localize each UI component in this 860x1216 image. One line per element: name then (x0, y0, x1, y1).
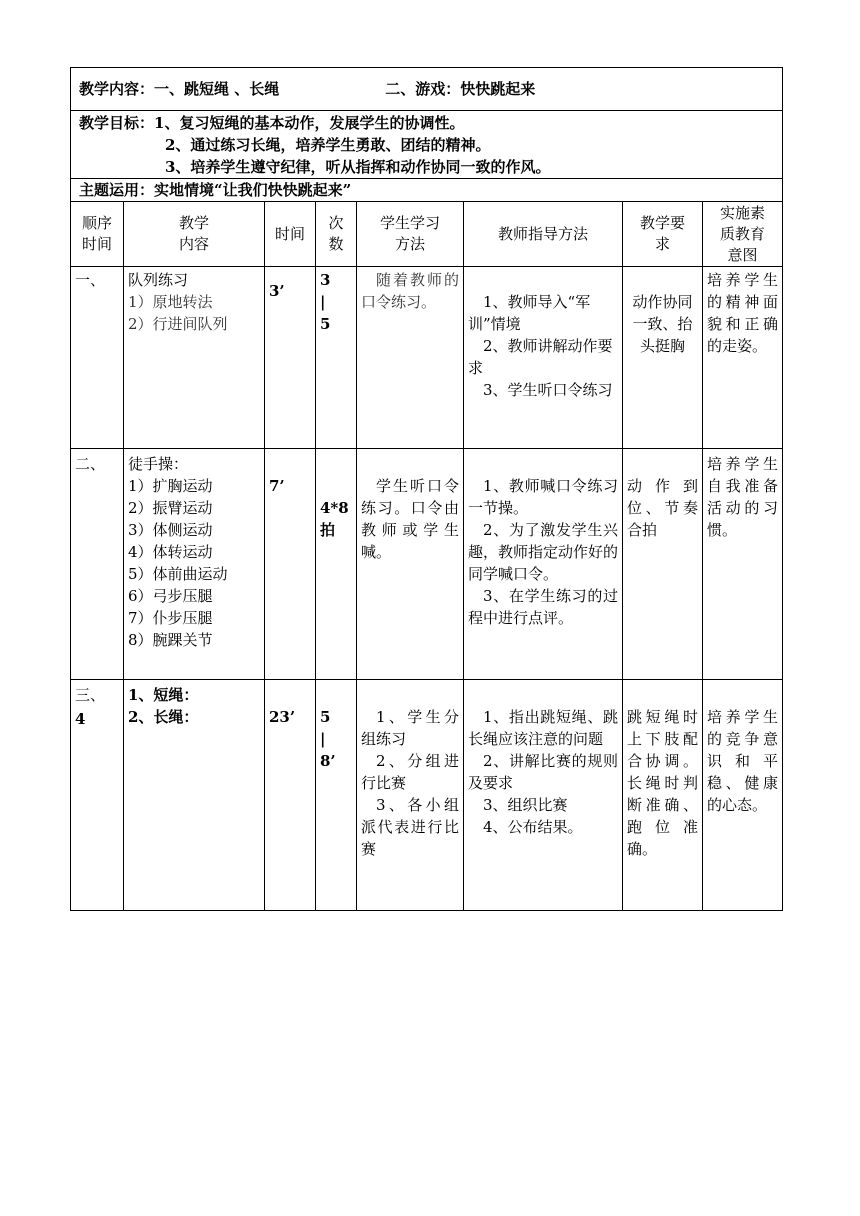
student-method: 随着教师的口令练习。 (357, 267, 464, 449)
content-item: 1）原地转法 (128, 293, 213, 311)
column-header-row (71, 202, 783, 267)
teaching-content-label: 教学内容： (79, 80, 155, 98)
teacher-method: 1、教师喊口令练习一节操。 2、为了激发学生兴趣，教师指定动作好的同学喊口令。 3、在学生练习的过程中进行点评。 (464, 449, 623, 680)
lesson-plan-table (70, 67, 783, 911)
lesson-plan-document (70, 67, 782, 911)
theme-row (71, 179, 783, 202)
requirement: 动作到位、节奏合拍 (623, 449, 703, 680)
content-item: 2）振臂运动 (128, 499, 213, 517)
section-count: 3 | 5 (316, 267, 357, 449)
column-header-count: 次 数 (316, 202, 357, 267)
content-item: 3）体侧运动 (128, 521, 213, 539)
content-item: 6）弓步压腿 (128, 587, 213, 605)
content-title: 徒手操： (128, 455, 189, 473)
column-header-teacher-method: 教师指导方法 (464, 202, 623, 267)
content-item: 2）行进间队列 (128, 315, 228, 333)
goal-item: 1、复习短绳的基本动作，发展学生的协调性。 (154, 114, 465, 132)
column-header-requirement: 教学要 求 (623, 202, 703, 267)
goal-item: 2、通过练习长绳，培养学生勇敢、团结的精神。 (165, 136, 491, 154)
section-row-1 (71, 267, 783, 449)
content-item: 5）体前曲运动 (128, 565, 228, 583)
column-header-order: 顺序 时间 (71, 202, 124, 267)
student-method: 学生听口令练习。口令由教师或学生喊。 (357, 449, 464, 680)
content-item: 8）腕踝关节 (128, 631, 213, 649)
section-order: 三、 4 (71, 680, 124, 911)
column-header-content: 教学 内容 (124, 202, 265, 267)
section-row-3 (71, 680, 783, 911)
section-order: 二、 (71, 449, 124, 680)
student-method: 1、学生分组练习 2、分组进行比赛 3、各小组派代表进行比赛 (357, 680, 464, 911)
teacher-method: 1、教师导入“军训”情境 2、教师讲解动作要求 3、学生听口令练习 (464, 267, 623, 449)
goal-item: 3、培养学生遵守纪律，听从指挥和动作协同一致的作风。 (165, 158, 551, 176)
education-intent: 培养学生的精神面貌和正确的走姿。 (703, 267, 783, 449)
teaching-goals-row (71, 111, 783, 179)
section-row-2 (71, 449, 783, 680)
teaching-content-cell (71, 68, 783, 111)
education-intent: 培养学生的竞争意识和平稳、健康的心态。 (703, 680, 783, 911)
section-content (124, 267, 265, 449)
content-title: 队列练习 (128, 271, 189, 289)
teacher-method: 1、指出跳短绳、跳长绳应该注意的问题 2、讲解比赛的规则及要求 3、组织比赛 4、公布结果。 (464, 680, 623, 911)
section-count: 4*8 拍 (316, 449, 357, 680)
teaching-content-row (71, 68, 783, 111)
section-content (124, 449, 265, 680)
section-count: 5 | 8’ (316, 680, 357, 911)
content-item: 1）扩胸运动 (128, 477, 213, 495)
requirement: 跳短绳时上下肢配合协调。长绳时判断准确、跑位准确。 (623, 680, 703, 911)
section-order: 一、 (71, 267, 124, 449)
column-header-time: 时间 (265, 202, 316, 267)
teaching-goals-label: 教学目标： (79, 114, 155, 132)
content-item: 7）仆步压腿 (128, 609, 213, 627)
column-header-student-method: 学生学习 方法 (357, 202, 464, 267)
content-item: 2、长绳： (128, 708, 199, 726)
section-content (124, 680, 265, 911)
content-item: 4）体转运动 (128, 543, 213, 561)
teaching-goals-cell (71, 111, 783, 179)
education-intent: 培养学生自我准备活动的习惯。 (703, 449, 783, 680)
section-time: 23’ (265, 680, 316, 911)
content-item: 1、短绳： (128, 686, 199, 704)
theme-cell: 主题运用：实地情境“让我们快快跳起来” (71, 179, 783, 202)
requirement: 动作协同一致、抬头挺胸 (623, 267, 703, 449)
teaching-content-part1: 一、跳短绳 、长绳 (154, 80, 280, 98)
teaching-content-part2: 二、游戏：快快跳起来 (385, 80, 536, 98)
section-time: 7’ (265, 449, 316, 680)
section-time: 3’ (265, 267, 316, 449)
column-header-intent: 实施素 质教育 意图 (703, 202, 783, 267)
